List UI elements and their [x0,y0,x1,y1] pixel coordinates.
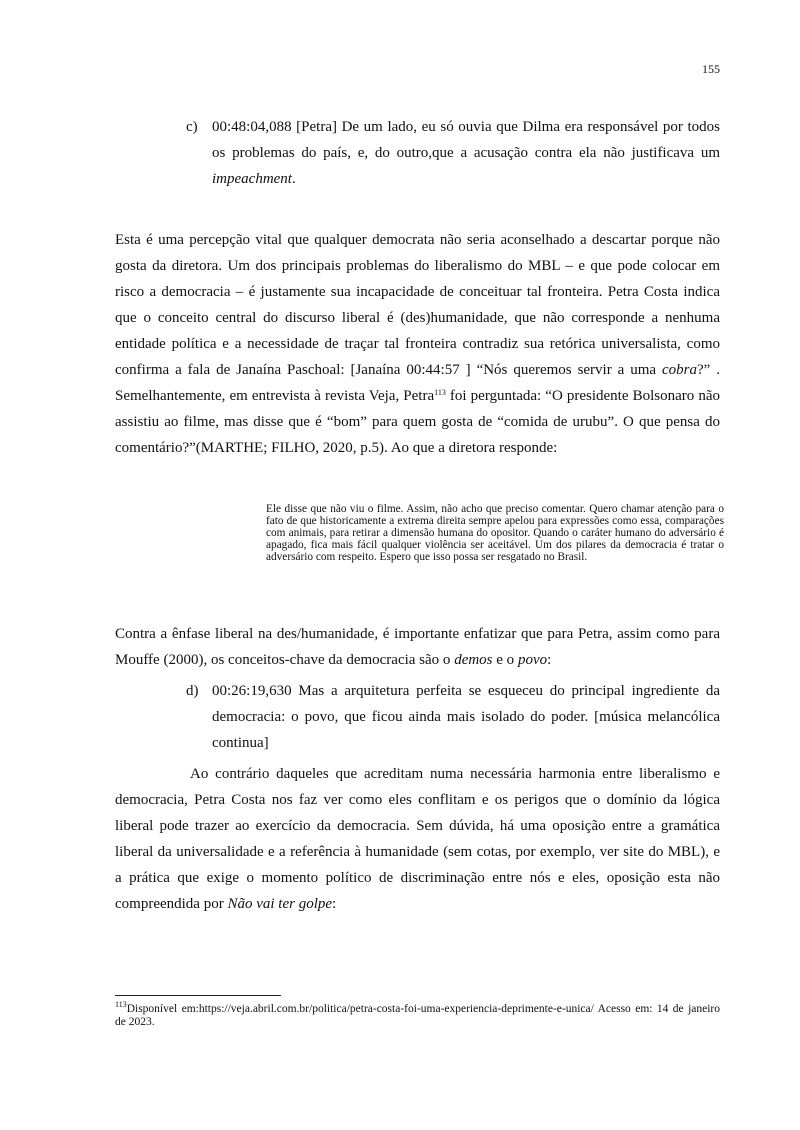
transcript-text: 00:48:04,088 [Petra] De um lado, eu só ouvia que Dilma era responsável por todos os problemas do país, e, do outro,que a acusação contra ela não justificava um impeachment. [212,119,720,187]
block-quote: Ele disse que não viu o filme. Assim, não acho que preciso comentar. Quero chamar atenção para o fato de que historicamente a extrema direita sempre apelou para expressões como essa, comparações com animais, para retirar a dimensão humana do opositor. Quando o caráter humano do adversário é apagado, fica mais fácil qualquer violência ser aceitável. Um dos pilares da democracia é tratar o adversário com respeito. Espero que isso possa ser resgatado no Brasil. [266,503,724,563]
footnote: $^{113}$Disponível em:https://veja.abril.com.br/politica/petra-costa-foi-uma-experiencia-deprimente-e-unica/ Acesso em: 14 de janeiro de 2023. [115,1000,720,1028]
page-number: 155 [702,62,720,76]
footnote-number: 113 [115,1000,127,1009]
list-marker: c) [186,119,198,135]
transcript-item-c [186,114,720,192]
transcript-item-d [186,678,720,756]
body-paragraph-2: Contra a ênfase liberal na des/humanidade, é importante enfatizar que para Petra, assim como para Mouffe (2000), os conceitos-chave da democracia são o demos e o povo: [115,626,720,668]
footnote-reference[interactable]: 113 [434,388,446,397]
body-paragraph-1: Esta é uma percepção vital que qualquer democrata não seria aconselhado a descartar porque não gosta da diretora. Um dos principais problemas do liberalismo do MBL – e que pode colocar em risco a democracia – é justamente sua incapacidade de conceituar tal fronteira. Petra Costa indica que o conceito central do discurso liberal é (des)humanidade, que não corresponde a nenhuma entidade política e a necessidade de traçar tal fronteira contradiz sua retórica universalista, como confirma a fala de Janaína Paschoal: [Janaína 00:44:57 ] “Nós queremos servir a uma cobra?” . Semelhantemente, em entrevista à revista Veja, Petra$^{113}$ foi perguntada: “O presidente Bolsonaro não assistiu ao filme, mas disse que é “bom” para quem gosta de “comida de urubu”. O que pensa do comentário?”(MARTHE; FILHO, 2020, p.5). Ao que a diretora responde: [115,232,720,456]
transcript-text: 00:26:19,630 Mas a arquitetura perfeita se esqueceu do principal ingrediente da democracia: o povo, que ficou ainda mais isolado do poder. [música melancólica continua] [212,683,720,751]
list-marker: d) [186,683,199,699]
body-paragraph-3: Ao contrário daqueles que acreditam numa necessária harmonia entre liberalismo e democracia, Petra Costa nos faz ver como eles conflitam e os perigos que o domínio da lógica liberal pode trazer ao exercício da democracia. Sem dúvida, há uma oposição entre a gramática liberal da universalidade e a referência à humanidade (sem cotas, por exemplo, ver site do MBL), e a prática que exige o momento político de discriminação entre nós e eles, oposição esta não compreendida por Não vai ter golpe: [115,766,720,912]
footnote-divider [115,995,281,996]
